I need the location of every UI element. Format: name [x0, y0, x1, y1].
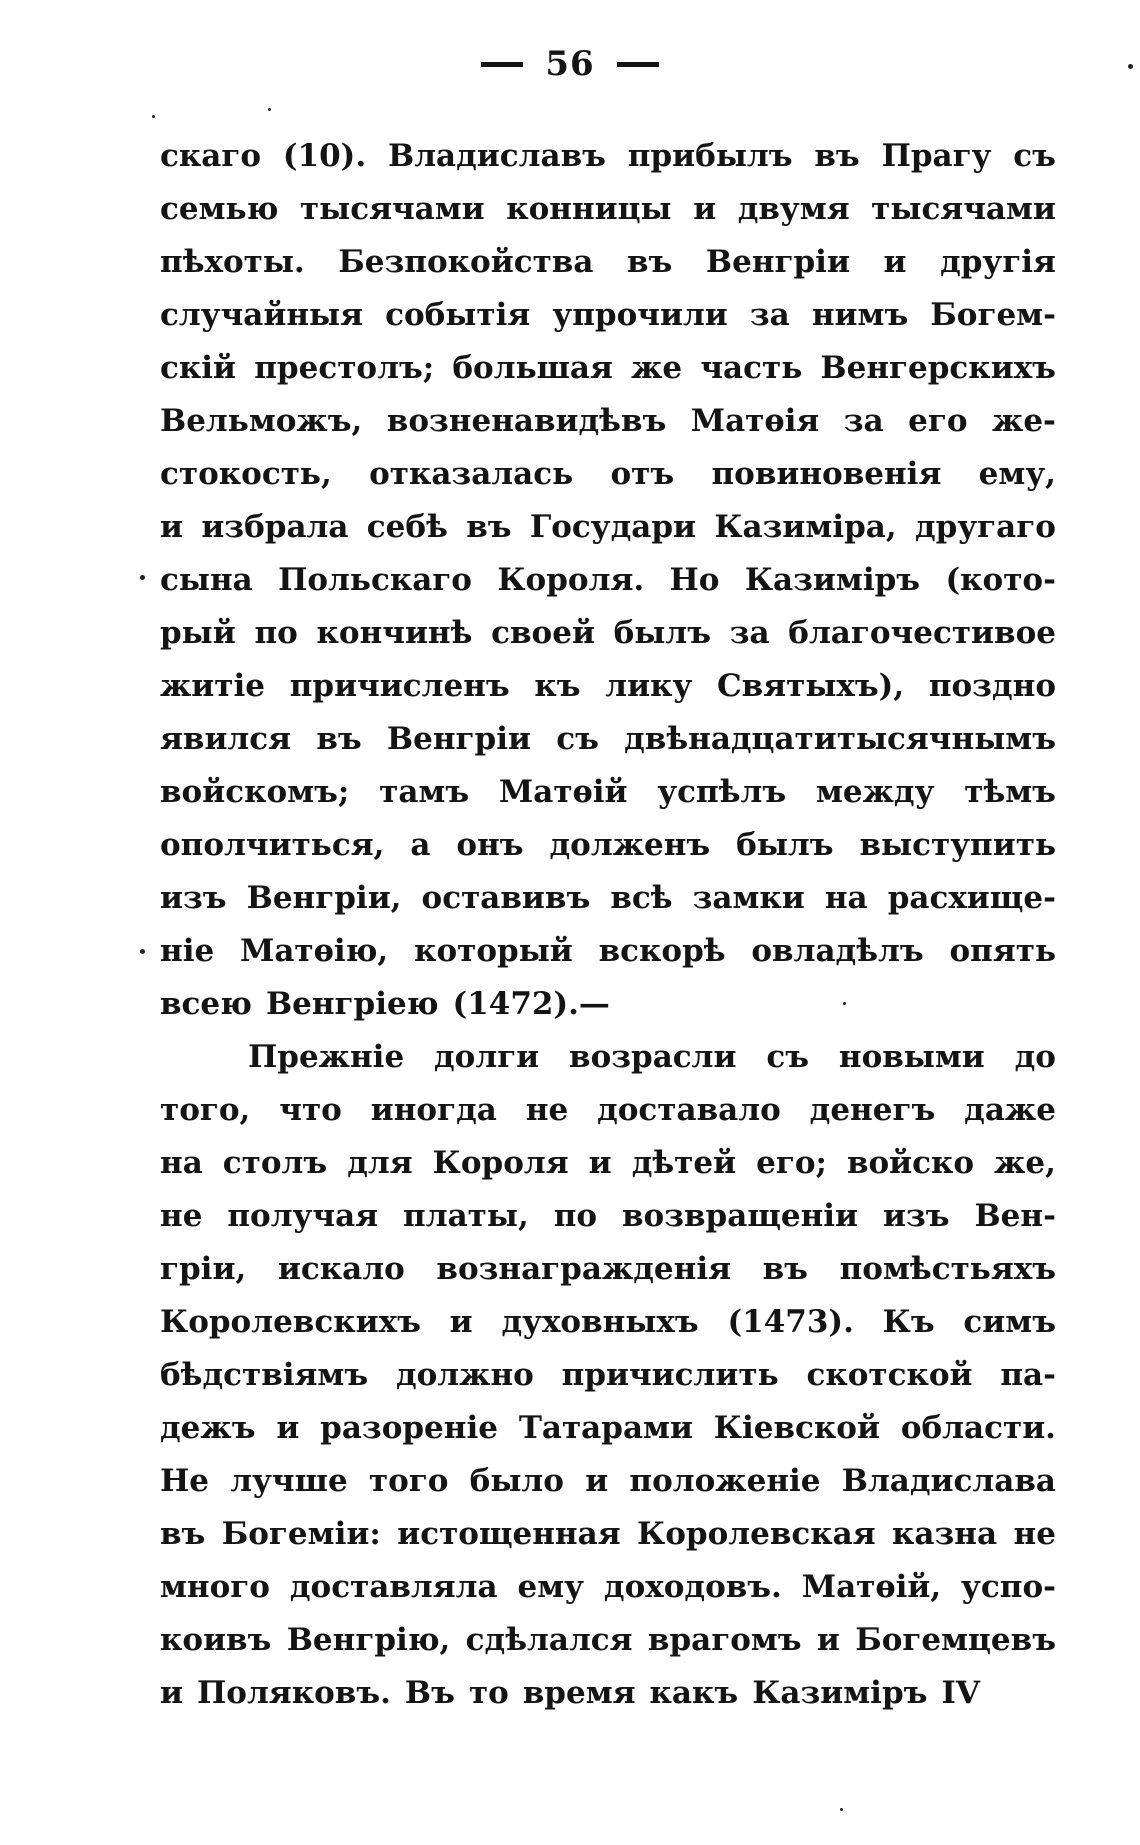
- text-line: войскомъ; тамъ Матѳій успѣлъ между тѣмъ: [160, 774, 1056, 810]
- text-line: Прежніе долги возрасли съ новыми до: [248, 1039, 1056, 1075]
- text-line: въ Богеміи: истощенная Королевская казна не: [160, 1516, 1056, 1552]
- text-line: на столъ для Короля и дѣтей его; войско же,: [160, 1145, 1056, 1181]
- scan-speck: [140, 575, 145, 580]
- text-line: ополчиться, а онъ долженъ былъ выступить: [160, 827, 1056, 863]
- text-line: и избрала себѣ въ Государи Казиміра, другаго: [160, 509, 1056, 545]
- text-line: семью тысячами конницы и двумя тысячами: [160, 191, 1056, 227]
- scan-speck: [843, 1002, 846, 1005]
- text-line: бѣдствіямъ должно причислить скотской па-: [160, 1357, 1056, 1393]
- scan-speck: [268, 108, 271, 111]
- text-line: всею Венгріею (1472).—: [160, 986, 610, 1022]
- body-text: [160, 130, 1056, 1720]
- scan-speck: [1128, 64, 1133, 69]
- text-line: ніе Матѳію, который вскорѣ овладѣлъ опять: [160, 933, 1056, 969]
- text-line: того, что иногда не доставало денегъ даже: [160, 1092, 1056, 1128]
- text-line: коивъ Венгрію, сдѣлался врагомъ и Богемцевъ: [160, 1622, 1056, 1658]
- text-line: Не лучше того было и положеніе Владислава: [160, 1463, 1056, 1499]
- text-line: житіе причисленъ къ лику Святыхъ), поздно: [160, 668, 1056, 704]
- text-line: не получая платы, по возвращеніи изъ Вен-: [160, 1198, 1056, 1234]
- page-header: [0, 44, 1140, 84]
- text-line: дежъ и разореніе Татарами Кіевской области.: [160, 1410, 1056, 1446]
- text-line: Королевскихъ и духовныхъ (1473). Къ симъ: [160, 1304, 1056, 1340]
- text-line: рый по кончинѣ своей былъ за благочестивое: [160, 615, 1056, 651]
- text-line: гріи, искало вознагражденія въ помѣстьяхъ: [160, 1251, 1056, 1287]
- scan-speck: [140, 949, 145, 954]
- header-dash-left: [481, 62, 523, 67]
- scan-speck: [152, 115, 155, 118]
- scan-speck: [840, 1808, 843, 1811]
- page-number: 56: [545, 44, 595, 84]
- text-line: скій престолъ; большая же часть Венгерскихъ: [160, 350, 1056, 386]
- text-line: явился въ Венгріи съ двѣнадцатитысячнымъ: [160, 721, 1056, 757]
- text-line: стокость, отказалась отъ повиновенія ему,: [160, 456, 1056, 492]
- text-line: сына Польскаго Короля. Но Казиміръ (кото-: [160, 562, 1056, 598]
- text-line: Вельможъ, возненавидѣвъ Матѳія за его же-: [160, 403, 1056, 439]
- text-line: скаго (10). Владиславъ прибылъ въ Прагу съ: [160, 138, 1056, 174]
- text-line: много доставляла ему доходовъ. Матѳій, успо-: [160, 1569, 1056, 1605]
- text-line: пѣхоты. Безпокойства въ Венгріи и другія: [160, 244, 1056, 280]
- text-line: изъ Венгріи, оставивъ всѣ замки на расхище-: [160, 880, 1056, 916]
- text-line: и Поляковъ. Въ то время какъ Казиміръ IV: [160, 1675, 980, 1711]
- text-line: случайныя событія упрочили за нимъ Богем-: [160, 297, 1056, 333]
- header-dash-right: [617, 62, 659, 67]
